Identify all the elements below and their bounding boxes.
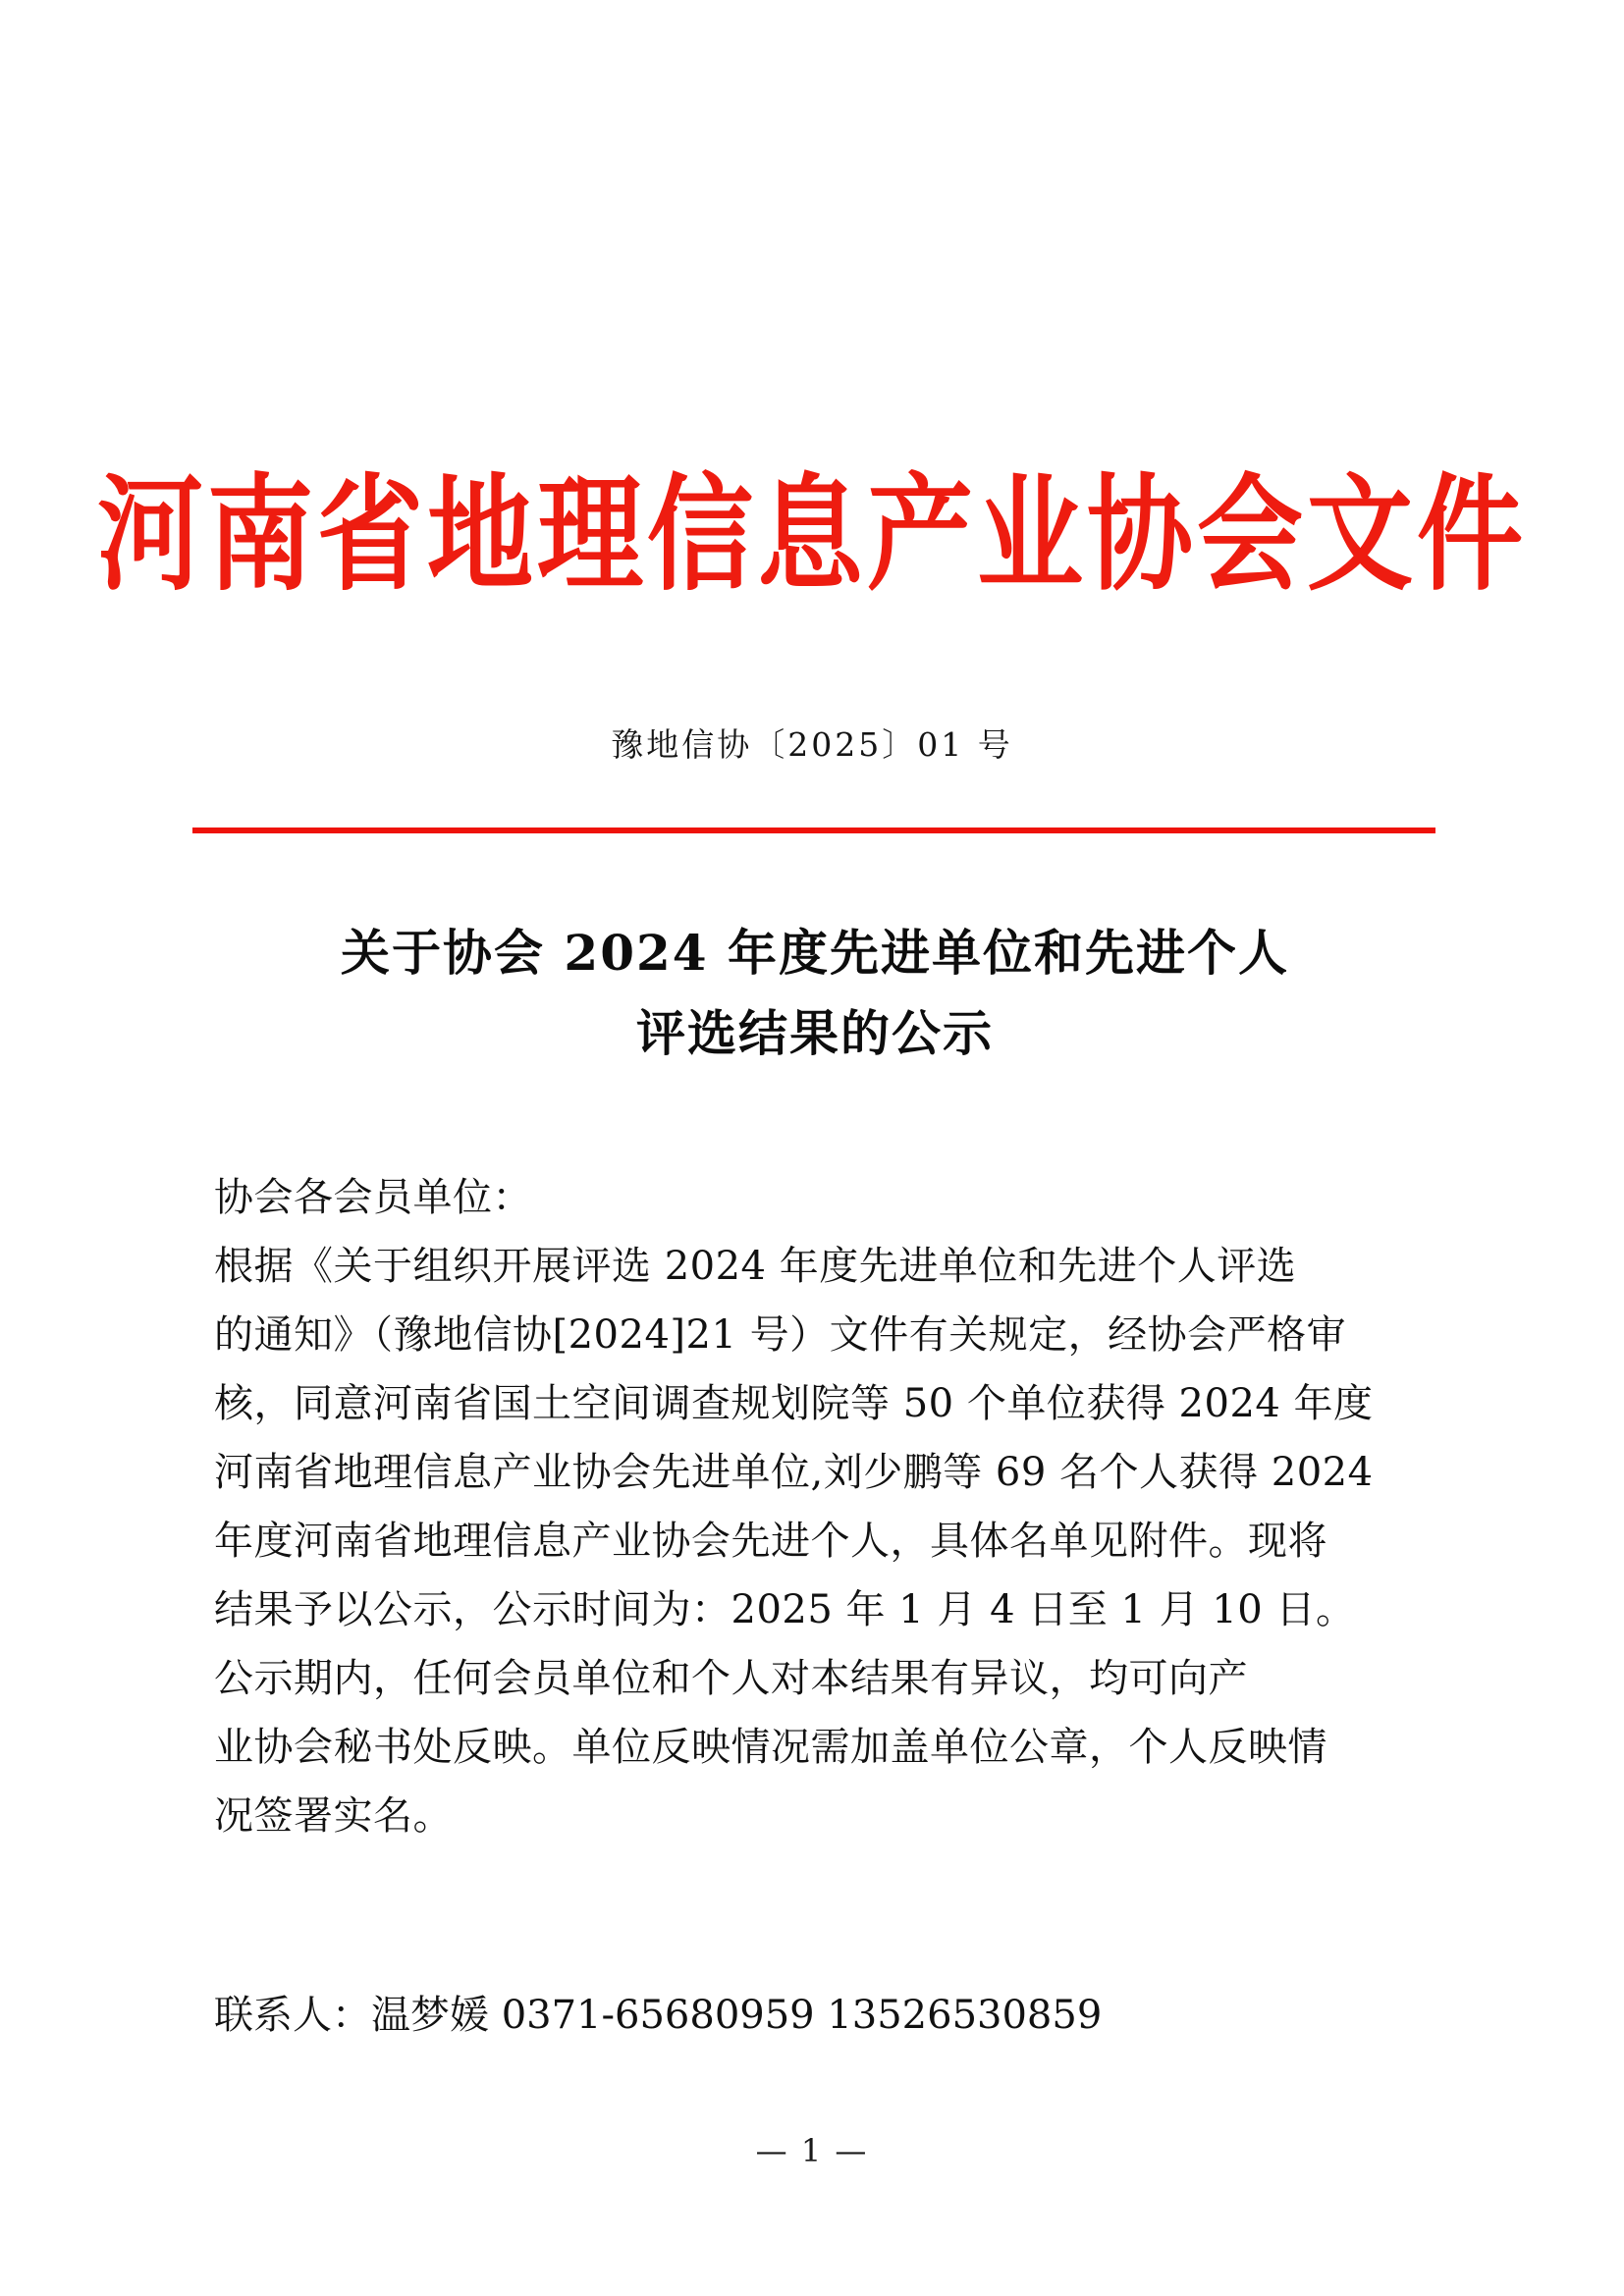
body-paragraph-1 <box>214 1232 1443 1644</box>
document-number: 豫地信协〔2025〕01 号 <box>611 725 1013 764</box>
page-number-footer: — 1 — <box>755 2132 869 2169</box>
masthead <box>0 457 1624 609</box>
body-line: 根据《关于组织开展评选 2024 年度先进单位和先进个人评选 <box>214 1244 1297 1289</box>
salutation: 协会各会员单位： <box>214 1175 532 1220</box>
body-line: 结果予以公示，公示时间为：2025 年 1 月 4 日至 1 月 10 日。 <box>214 1587 1356 1632</box>
body-line: 核，同意河南省国土空间调查规划院等 50 个单位获得 2024 年度 <box>214 1381 1374 1426</box>
document-title-line-2: 评选结果的公示 <box>636 1004 994 1062</box>
body-line: 公示期内，任何会员单位和个人对本结果有异议，均可向产 <box>214 1656 1248 1701</box>
body-line: 年度河南省地理信息产业协会先进个人，具体名单见附件。现将 <box>214 1519 1327 1564</box>
document-body <box>214 1163 1443 1850</box>
document-title-line-1: 关于协会 2024 年度先进单位和先进个人 <box>341 924 1289 982</box>
masthead-title: 河南省地理信息产业协会文件 <box>96 462 1527 609</box>
red-separator-rule <box>192 828 1435 833</box>
document-title <box>177 913 1453 1074</box>
body-line: 河南省地理信息产业协会先进单位,刘少鹏等 69 名个人获得 2024 <box>214 1450 1374 1495</box>
body-line: 况签署实名。 <box>214 1793 453 1839</box>
contact-line: 联系人：温梦媛 0371-65680959 13526530859 <box>214 1993 1103 2038</box>
body-paragraph-2 <box>214 1644 1443 1850</box>
body-line: 的通知》（豫地信协[2024]21 号）文件有关规定，经协会严格审 <box>214 1312 1347 1358</box>
body-line: 业协会秘书处反映。单位反映情况需加盖单位公章，个人反映情 <box>214 1725 1327 1770</box>
